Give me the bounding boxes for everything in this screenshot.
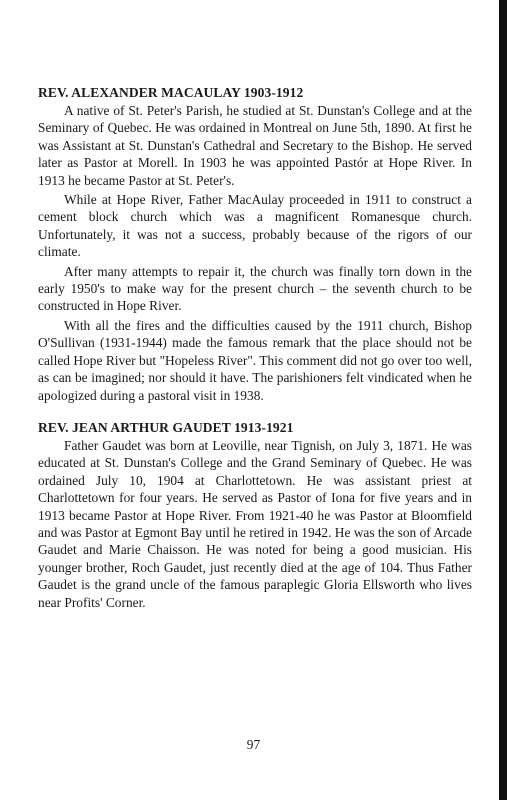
page-edge-shadow xyxy=(499,0,507,800)
paragraph: A native of St. Peter's Parish, he studied at St. Dunstan's College and at the Seminary of Quebec. He was ordained in Montreal on June 5th, 1890. At first he was Assistant at St. Dunstan's Cathedral and Secretary to the Bishop. He served later as Pastor at Morell. In 1903 he was appointed Pastór at Hope River. In 1913 he became Pastor at St. Peter's. xyxy=(38,103,472,188)
section-heading: REV. ALEXANDER MACAULAY 1903-1912 xyxy=(38,85,304,100)
biography-section-gaudet xyxy=(38,419,472,611)
page-number: 97 xyxy=(246,737,261,752)
paragraph: While at Hope River, Father MacAulay proceeded in 1911 to construct a cement block church which was a magnificent Romanesque church. Unfortunately, it was not a success, probably because of the rigors of our climate. xyxy=(38,192,472,260)
section-heading: REV. JEAN ARTHUR GAUDET 1913-1921 xyxy=(38,419,294,435)
page-content xyxy=(38,84,472,626)
paragraph: With all the fires and the difficulties caused by the 1911 church, Bishop O'Sullivan (1931-1944) made the famous remark that the place should not be called Hope River but "Hopeless River". This comment did not go over too well, as can be imagined; nor should it have. The parishioners felt vindicated when he apologized during a pastoral visit in 1938. xyxy=(38,317,472,403)
biography-section-macaulay xyxy=(38,84,472,404)
paragraph: After many attempts to repair it, the church was finally torn down in the early 1950's to make way for the present church – the seventh church to be constructed in Hope River. xyxy=(38,263,472,314)
paragraph: Father Gaudet was born at Leoville, near Tignish, on July 3, 1871. He was educated at St. Dunstan's College and the Grand Seminary of Quebec. He was ordained July 10, 1904 at Charlottetown. He was assistant priest at Charlottetown for four years. He served as Pastor of Iona for five years and in 1913 became Pastor at Hope River. From 1921-40 he was Pastor at Bloomfield and was Pastor at Egmont Bay until he retired in 1942. He was the son of Arcade Gaudet and Marie Chaisson. He was noted for being a good musician. His younger brother, Roch Gaudet, just recently died at the age of 104. Thus Father Gaudet is the grand uncle of the famous paraplegic Gloria Ellsworth who lives near Profits' Corner. xyxy=(38,437,472,610)
